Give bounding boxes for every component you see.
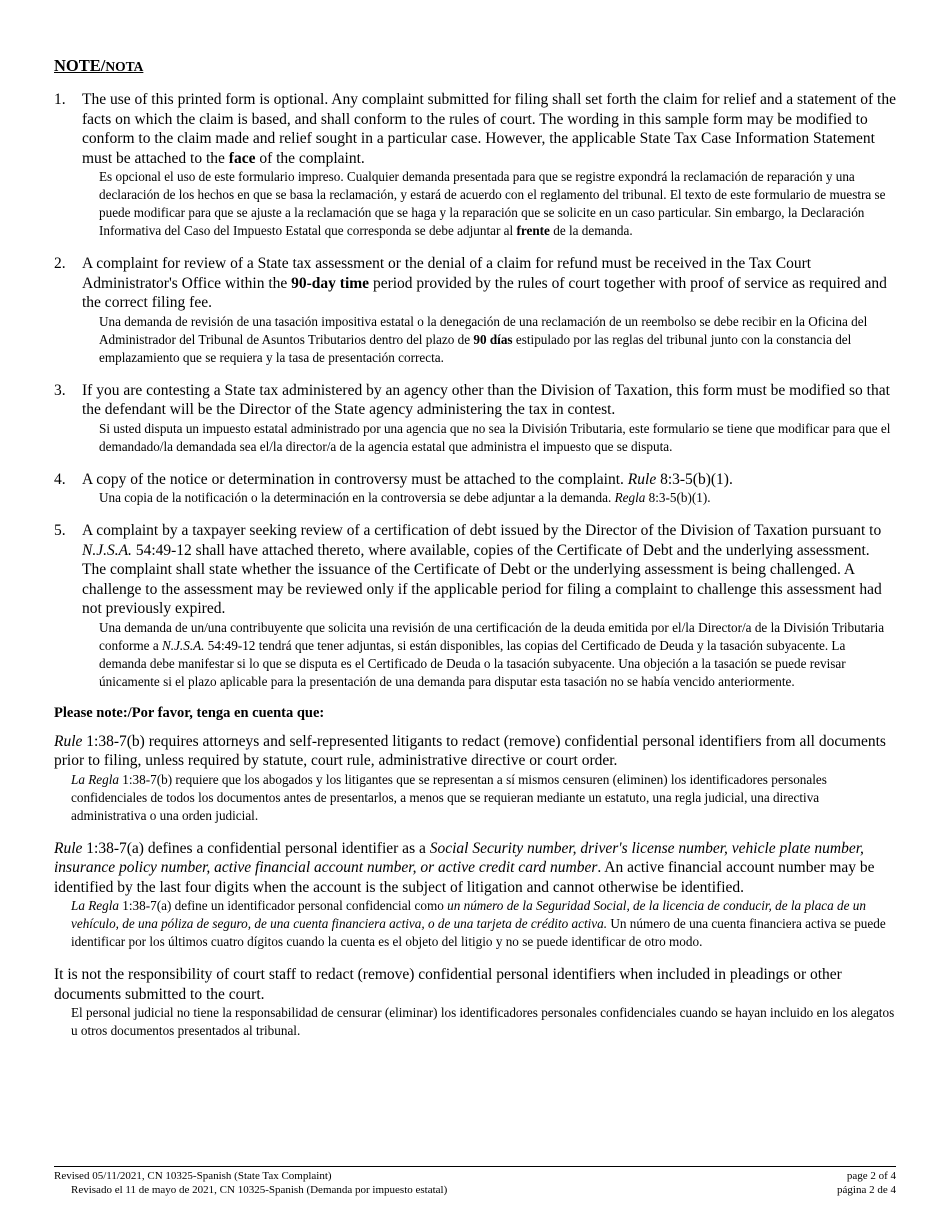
document-page (54, 56, 896, 1054)
footer-page-en: page 2 of 4 (846, 1170, 896, 1182)
notes-list (54, 90, 896, 691)
item-text-en: A complaint by a taxpayer seeking review of a certification of debt issued by the Director of the Division of Taxation pursuant to N.J.S.A. 54:49-12 shall have attached thereto, where available, copies of the Certificate of Debt and the underlying assessment. The complaint shall state whether the issuance of the Certificate of Debt or the underlying assessment is being challenged. A challenge to the assessment may be reviewed only if the applicable period for filing a complaint to challenge this assessment had not previously expired. (82, 522, 882, 617)
item-text-en: The use of this printed form is optional. Any complaint submitted for filing shall set forth the claim for relief and a statement of the facts on which the claim is based, and shall conform to the rules of court. The wording in this sample form may be modified to conform to the claim made and relief sought in a particular case. However, the applicable State Tax Case Information Statement must be attached to the face of the complaint. (82, 91, 896, 167)
item-text-es: Una demanda de un/una contribuyente que solicita una revisión de una certificación de la deuda emitida por el/la Director/a de la División Tributaria conforme a N.J.S.A. 54:49-12 tendrá que tener adjuntas, si están disponibles, las copias del Certificado de Deuda y la tasación subyacente. La demanda debe manifestar si lo que se disputa es el Certificado de Deuda o la tasación subyacente. Una objeción a la tasación se puede revisar únicamente si el plazo aplicable para la presentación de una demanda para disputar esta tasación no se había vencido anteriormente. (99, 619, 885, 689)
page-footer (54, 1166, 896, 1197)
item-number: 3. (54, 381, 66, 399)
item-text-en: A copy of the notice or determination in controversy must be attached to the complaint. Rule 8:3-5(b)(1). (82, 470, 733, 488)
please-note-heading: Please note:/Por favor, tenga en cuenta que: (54, 704, 325, 721)
paragraph-text-en: It is not the responsibility of court staff to redact (remove) confidential personal identifiers when included in pleadings or other documents submitted to the court. (54, 966, 842, 1003)
item-number: 1. (54, 91, 66, 108)
item-number: 2. (54, 255, 66, 272)
paragraph-text-es: El personal judicial no tiene la responsabilidad de censurar (eliminar) los identificadores personales confidenciales cuando se hayan incluido en los alegatos u otros documentos presentados al tribunal. (71, 1005, 895, 1038)
item-number: 4. (54, 470, 66, 488)
item-text-en: If you are contesting a State tax administered by an agency other than the Division of Taxation, this form must be modified so that the defendant will be the Director of the State agency administering the tax in contest. (82, 381, 890, 418)
footer-revision-en: Revised 05/11/2021, CN 10325-Spanish (State Tax Complaint) (54, 1170, 332, 1182)
list-item (54, 90, 896, 240)
item-text-es: Si usted disputa un impuesto estatal administrado por una agencia que no sea la División Tributaria, este formulario se tiene que modificar para que el demandado/la demandada sea el/la director/a de la agencia estatal que administra el impuesto que se disputa. (99, 420, 891, 454)
paragraph-court-staff (54, 965, 896, 1040)
paragraph-redaction-rule (54, 732, 896, 825)
list-item (54, 521, 896, 691)
item-number: 5. (54, 522, 66, 539)
item-text-es: Es opcional el uso de este formulario impreso. Cualquier demanda presentada para que se registre expondrá la reclamación de reparación y una declaración de los hechos en que se basa la reclamación, y estará de acuerdo con el reglamento del tribunal. El texto de este formulario de muestra se puede modificar para que se ajuste a la reclamación que se haga y la reparación que se solicite en un caso particular. Sin embargo, la Declaración Informativa del Caso del Impuesto Estatal que corresponda se debe adjuntar al frente de la demanda. (99, 169, 886, 238)
item-text-es: Una demanda de revisión de una tasación impositiva estatal o la denegación de una reclamación de un reembolso se debe recibir en la Oficina del Administrador del Tribunal de Asuntos Tributarios dentro del plazo de 90 días estipulado por las reglas del tribunal junto con la constancia del emplazamiento que se requiera y la tasa de presentación correcta. (99, 313, 868, 365)
paragraph-text-es: La Regla 1:38-7(a) define un identificador personal confidencial como un número de la Seguridad Social, de la licencia de conducir, de la placa de un vehículo, de una póliza de seguro, de una cuenta financiera activa, o de una tarjeta de crédito activa. Un número de una cuenta financiera activa se puede identificar por los últimos cuatro dígitos cuando la cuenta es el objeto del litigio y no se puede identificar de otro modo. (71, 898, 886, 949)
list-item (54, 381, 896, 456)
page-heading (54, 56, 896, 76)
footer-page-es: página 2 de 4 (837, 1184, 896, 1196)
item-text-es: Una copia de la notificación o la determinación en la controversia se debe adjuntar a la demanda. Regla 8:3-5(b)(1). (99, 490, 711, 505)
list-item (54, 254, 896, 367)
list-item (54, 470, 896, 508)
paragraph-text-es: La Regla 1:38-7(b) requiere que los abogados y los litigantes que se representan a sí mismos censuren (eliminen) los identificadores personales confidenciales de todos los documentos antes de presentarlos, a menos que se requieran mediante un estatuto, una regla judicial, una directiva administrativa o una orden judicial. (71, 771, 827, 823)
footer-revision-es: Revisado el 11 de mayo de 2021, CN 10325-Spanish (Demanda por impuesto estatal) (71, 1184, 448, 1196)
paragraph-identifier-definition (54, 839, 896, 952)
heading-es: NOTA (105, 59, 144, 74)
paragraph-text-en: Rule 1:38-7(b) requires attorneys and self-represented litigants to redact (remove) confidential personal identifiers from all documents prior to filing, unless required by statute, court rule, administrative directive or court order. (54, 732, 886, 769)
heading-en: NOTE/ (54, 56, 106, 75)
paragraph-text-en: Rule 1:38-7(a) defines a confidential personal identifier as a Social Security number, driver's license number, vehicle plate number, insurance policy number, active financial account number, or active credit card number. An active financial account number may be identified by the last four digits when the account is the subject of litigation and cannot otherwise be identified. (54, 839, 875, 896)
item-text-en: A complaint for review of a State tax assessment or the denial of a claim for refund must be received in the Tax Court Administrator's Office within the 90-day time period provided by the rules of court together with proof of service as required and the correct filing fee. (82, 255, 887, 311)
